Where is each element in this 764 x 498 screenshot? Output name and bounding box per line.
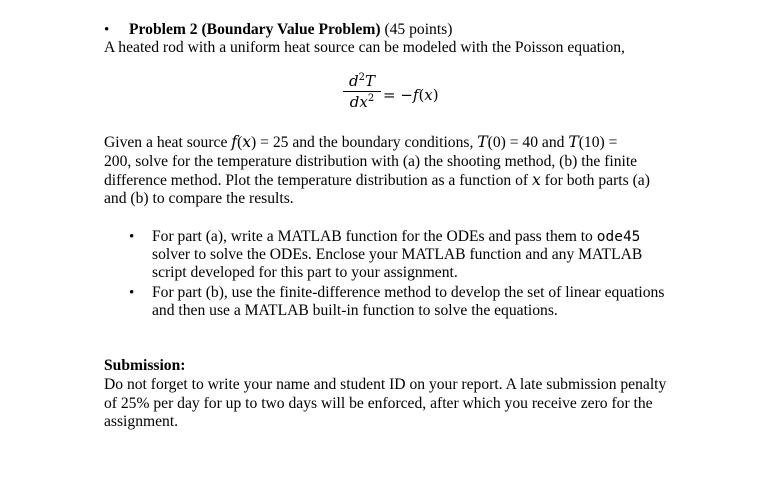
poisson-equation-fraction: [343, 72, 381, 111]
numerator-exp: 2: [358, 72, 365, 83]
part-a-line-2: solver to solve the ODEs. Enclose your MATLAB function and any MATLAB: [152, 246, 643, 263]
denominator-d: d: [349, 93, 360, 111]
part-a-line-1-text: For part (a), write a MATLAB function for the ODEs and pass them to: [152, 228, 597, 245]
given-line-4: and (b) to compare the results.: [104, 190, 294, 207]
given-line-3: difference method. Plot the temperature distribution as a function of 𝑥 for both parts (a): [104, 172, 650, 189]
problem-title-bold: Problem 2 (Boundary Value Problem): [129, 21, 381, 38]
equation-rhs: = −𝑓(𝑥): [383, 86, 439, 104]
numerator-var: T: [364, 72, 375, 90]
equation-numerator: [343, 72, 381, 90]
part-a-line-3: script developed for this part to your assignment.: [152, 264, 458, 281]
bullet-icon: •: [129, 229, 135, 245]
submission-line-1: Do not forget to write your name and student ID on your report. A late submission penalty: [104, 376, 667, 393]
submission-heading-text: Submission:: [104, 357, 186, 374]
problem-title: [129, 21, 452, 39]
submission-line-3: assignment.: [104, 413, 179, 430]
problem-points: (45 points): [380, 21, 453, 38]
denominator-exp: 2: [367, 93, 375, 104]
ode45-code: ode45: [596, 229, 641, 245]
given-line-2: 200, solve for the temperature distribution with (a) the shooting method, (b) the finite: [104, 153, 638, 170]
fraction-bar: [343, 91, 381, 92]
submission-line-2: of 25% per day for up to two days will be enforced, after which you receive zero for the: [104, 395, 653, 412]
part-b-line-1: For part (b), use the finite-difference method to develop the set of linear equations: [152, 284, 665, 301]
bullet-icon: •: [129, 285, 135, 301]
submission-heading: [104, 357, 185, 375]
denominator-var: x: [359, 93, 368, 111]
given-line-1: Given a heat source 𝑓(𝑥) = 25 and the boundary conditions, 𝑇(0) = 40 and 𝑇(10) =: [104, 134, 618, 151]
part-a-line-1: [152, 228, 640, 246]
bullet-icon: •: [104, 22, 110, 38]
numerator-d: d: [349, 72, 359, 90]
equation-denominator: [343, 93, 381, 111]
part-b-line-2: and then use a MATLAB built-in function to solve the equations.: [152, 302, 558, 319]
intro-text: A heated rod with a uniform heat source can be modeled with the Poisson equation,: [104, 39, 625, 56]
